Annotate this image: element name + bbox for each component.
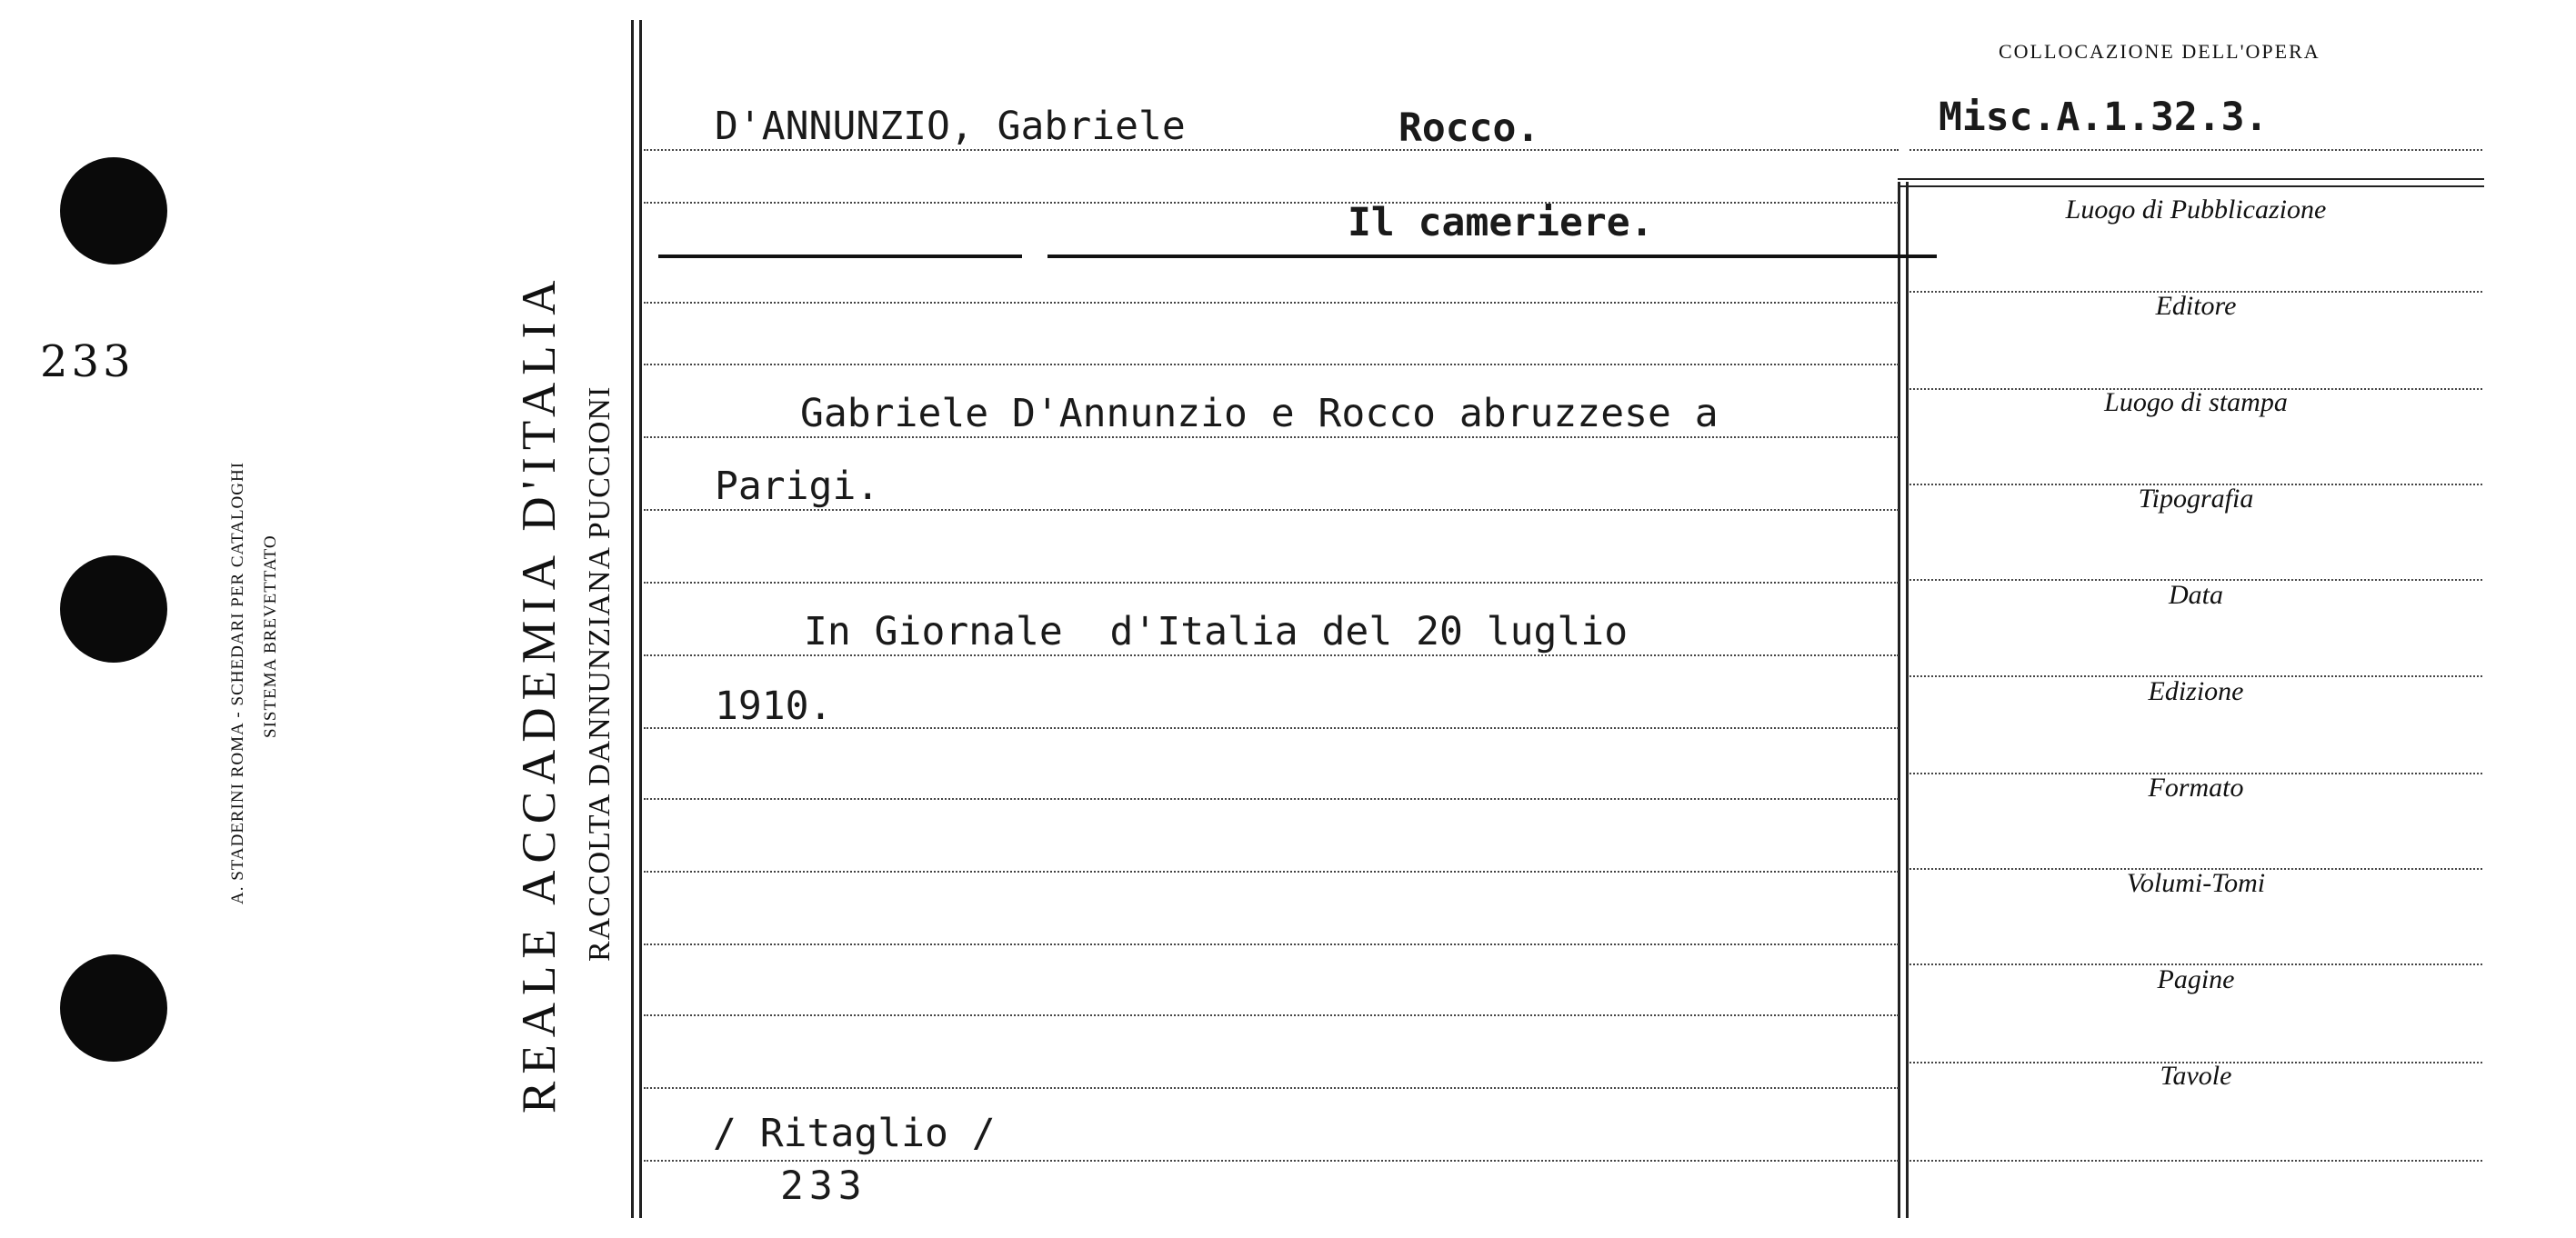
- card-number: 233: [780, 1163, 867, 1209]
- title-underline: [658, 255, 1022, 258]
- frame-line: [631, 20, 634, 1218]
- dotted-rule: [644, 871, 1899, 873]
- field-label-pages: Pagine: [2157, 964, 2235, 994]
- punch-hole: [60, 555, 167, 663]
- field-label-plates: Tavole: [2160, 1061, 2232, 1091]
- dotted-rule: [644, 364, 1899, 365]
- dotted-rule: [644, 943, 1899, 945]
- field-label-edition: Edizione: [2148, 676, 2244, 706]
- side-column-top-rule: [1898, 185, 2484, 187]
- dotted-rule: [644, 149, 1899, 151]
- printer-imprint: A. STADERINI ROMA - SCHEDARI PER CATALOGHI: [228, 461, 247, 904]
- field-label-format: Formato: [2148, 773, 2244, 803]
- field-label-date: Data: [2169, 580, 2223, 610]
- dotted-rule: [644, 1087, 1899, 1089]
- dotted-rule: [644, 1014, 1899, 1016]
- collocation-label: COLLOCAZIONE DELL'OPERA: [1999, 40, 2320, 63]
- dotted-rule: [1909, 149, 2482, 151]
- dotted-rule: [644, 202, 1899, 204]
- field-label-publisher: Editore: [2155, 291, 2237, 321]
- dotted-rule: [644, 509, 1899, 511]
- body-line: 1910.: [715, 684, 833, 729]
- body-line: In Giornale d'Italia del 20 luglio: [804, 609, 1629, 654]
- title-underline: [1047, 255, 1937, 258]
- dotted-rule: [644, 436, 1899, 438]
- dotted-rule: [644, 302, 1899, 304]
- author-heading: D'ANNUNZIO, Gabriele: [715, 104, 1186, 149]
- printer-imprint-subline: SISTEMA BREVETTATO: [261, 534, 280, 738]
- subject-heading: Rocco.: [1398, 105, 1540, 151]
- academy-title: REALE ACCADEMIA D'ITALIA: [513, 273, 566, 1113]
- frame-line: [1906, 182, 1909, 1218]
- side-column-top-rule: [1898, 178, 2484, 180]
- punch-hole: [60, 157, 167, 265]
- dotted-rule: [644, 654, 1899, 656]
- shelfmark: Misc.A.1.32.3.: [1939, 95, 2269, 140]
- dotted-rule: [1909, 1160, 2482, 1162]
- work-title: Il cameriere.: [1348, 200, 1654, 245]
- field-label-place-of-publication: Luogo di Pubblicazione: [2065, 195, 2327, 225]
- frame-line: [1898, 182, 1900, 1218]
- academy-subtitle: RACCOLTA DANNUNZIANA PUCCIONI: [583, 385, 616, 962]
- field-label-printer: Tipografia: [2138, 484, 2254, 514]
- clipping-note: / Ritaglio /: [713, 1111, 996, 1156]
- dotted-rule: [644, 798, 1899, 800]
- dotted-rule: [644, 1160, 1899, 1162]
- field-label-volumes: Volumi-Tomi: [2126, 868, 2266, 898]
- dotted-rule: [644, 582, 1899, 584]
- field-label-place-of-printing: Luogo di stampa: [2104, 387, 2288, 417]
- body-line: Parigi.: [715, 464, 880, 509]
- frame-line: [639, 20, 642, 1218]
- punch-hole: [60, 954, 167, 1062]
- body-line: Gabriele D'Annunzio e Rocco abruzzese a: [800, 391, 1719, 436]
- margin-number: 233: [40, 336, 135, 387]
